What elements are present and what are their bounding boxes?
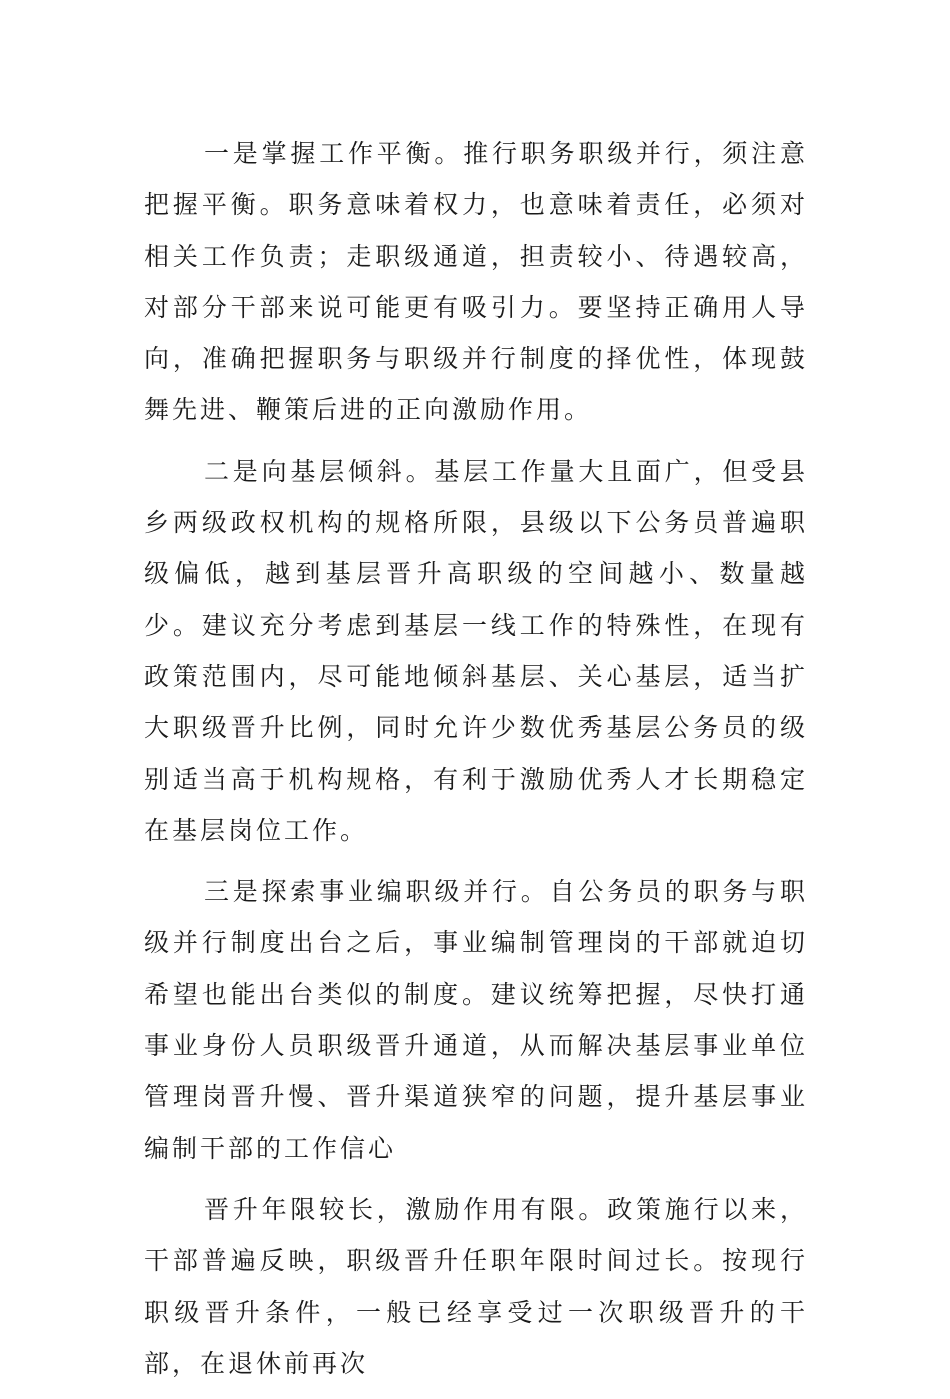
- paragraph-institution-rank-parallel: 三是探索事业编职级并行。自公务员的职务与职级并行制度出台之后，事业编制管理岗的干部就迫切希望也能出台类似的制度。建议统筹把握，尽快打通事业身份人员职级晋升通道，从而解决基层事业单位管理岗晋升慢、晋升渠道狭窄的问题，提升基层事业编制干部的工作信心: [144, 877, 808, 1163]
- paragraph-work-balance: 一是掌握工作平衡。推行职务职级并行，须注意把握平衡。职务意味着权力，也意味着责任，必须对相关工作负责；走职级通道，担责较小、待遇较高，对部分干部来说可能更有吸引力。要坚持正确用人导向，准确把握职务与职级并行制度的择优性，体现鼓舞先进、鞭策后进的正向激励作用。: [144, 139, 808, 425]
- paragraph-grassroots-tilt: 二是向基层倾斜。基层工作量大且面广，但受县乡两级政权机构的规格所限，县级以下公务员普遍职级偏低，越到基层晋升高职级的空间越小、数量越少。建议充分考虑到基层一线工作的特殊性，在现有政策范围内，尽可能地倾斜基层、关心基层，适当扩大职级晋升比例，同时允许少数优秀基层公务员的级别适当高于机构规格，有利于激励优秀人才长期稳定在基层岗位工作。: [144, 456, 808, 845]
- paragraph-promotion-years: 晋升年限较长，激励作用有限。政策施行以来，干部普遍反映，职级晋升任职年限时间过长。按现行职级晋升条件，一般已经享受过一次职级晋升的干部，在退休前再次: [144, 1194, 808, 1378]
- document-body: [144, 128, 808, 1399]
